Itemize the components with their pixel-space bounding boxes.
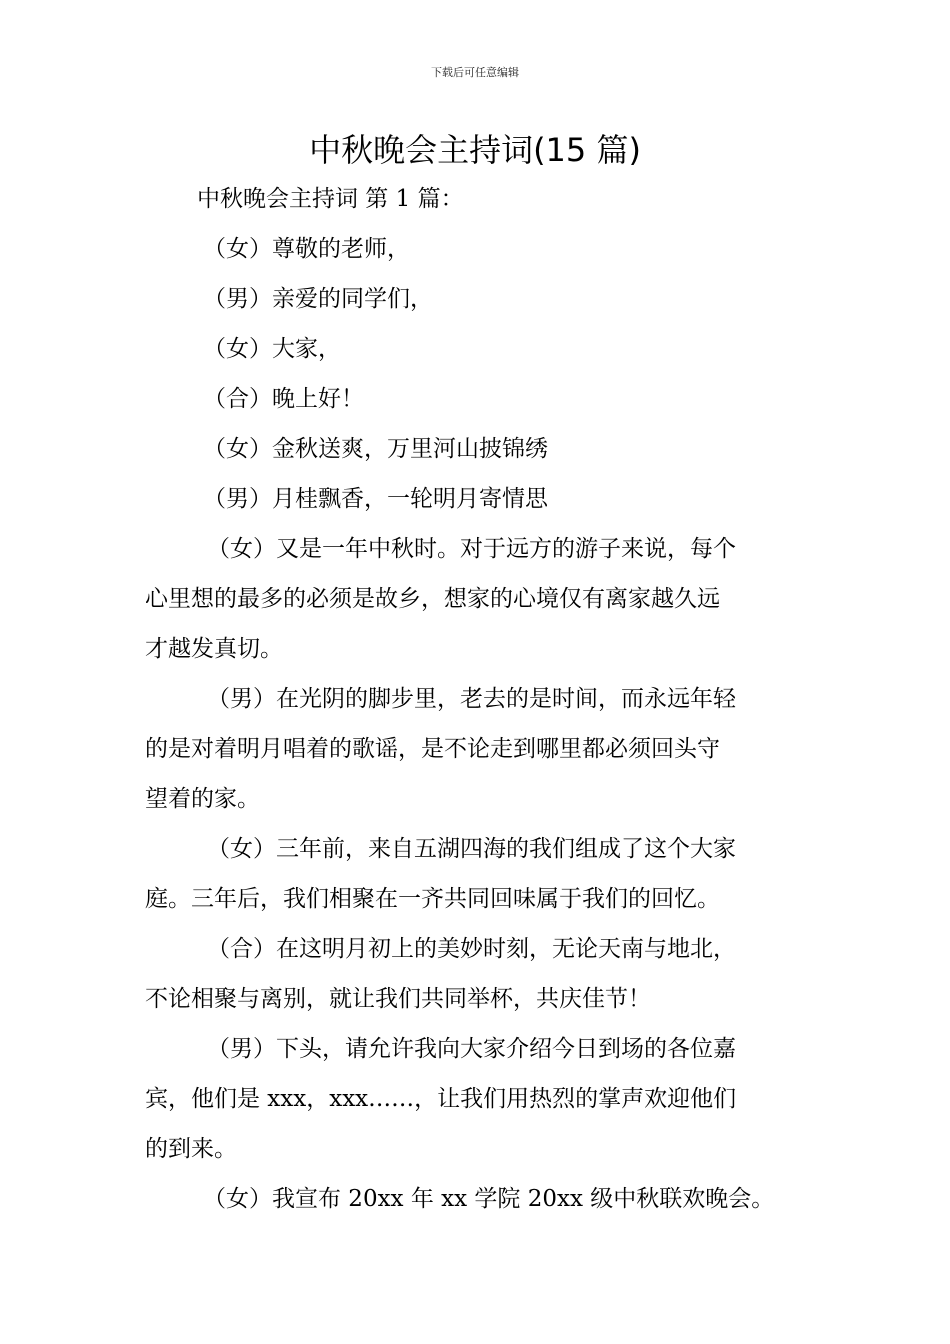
document-title: 中秋晚会主持词(15 篇) (309, 131, 641, 169)
paragraph (145, 524, 807, 674)
host-line: （男）月桂飘香，一轮明月寄情思 (203, 486, 548, 512)
paragraph-line: 才越发真切。 (145, 636, 283, 662)
paragraph-line: （女）又是一年中秋时。对于远方的游子来说，每个 (207, 536, 736, 562)
host-line: （女）大家， (203, 336, 341, 362)
host-line: （合）晚上好！ (203, 386, 364, 412)
paragraph-line: 不论相聚与离别，就让我们共同举杯，共庆佳节！ (145, 986, 651, 1012)
host-line: （女）金秋送爽，万里河山披锦绣 (203, 436, 548, 462)
paragraph (145, 824, 807, 924)
document-body (145, 174, 807, 1224)
paragraph (145, 1024, 807, 1174)
host-line: （女）尊敬的老师， (203, 236, 410, 262)
host-line: （男）亲爱的同学们， (203, 286, 433, 312)
paragraph-line: （男）下头，请允许我向大家介绍今日到场的各位嘉 (207, 1036, 736, 1062)
paragraph-line: 心里想的最多的必须是故乡，想家的心境仅有离家越久远 (145, 586, 720, 612)
paragraph-line: 的是对着明月唱着的歌谣，是不论走到哪里都必须回头守 (145, 736, 720, 762)
paragraph-line: （合）在这明月初上的美妙时刻，无论天南与地北， (207, 936, 736, 962)
paragraph-line: 望着的家。 (145, 786, 260, 812)
closing-line: （女）我宣布 20xx 年 xx 学院 20xx 级中秋联欢晚会。 (203, 1186, 775, 1212)
paragraph-line: 宾，他们是 xxx，xxx……，让我们用热烈的掌声欢迎他们 (145, 1086, 737, 1112)
paragraph (145, 674, 807, 824)
header-note: 下载后可任意编辑 (431, 66, 519, 79)
section-heading: 中秋晚会主持词 第 1 篇： (197, 186, 464, 212)
paragraph (145, 924, 807, 1024)
paragraph-line: （女）三年前，来自五湖四海的我们组成了这个大家 (207, 836, 736, 862)
paragraph-line: 庭。三年后，我们相聚在一齐共同回味属于我们的回忆。 (145, 886, 720, 912)
paragraph-line: （男）在光阴的脚步里，老去的是时间，而永远年轻 (207, 686, 736, 712)
paragraph-line: 的到来。 (145, 1136, 237, 1162)
